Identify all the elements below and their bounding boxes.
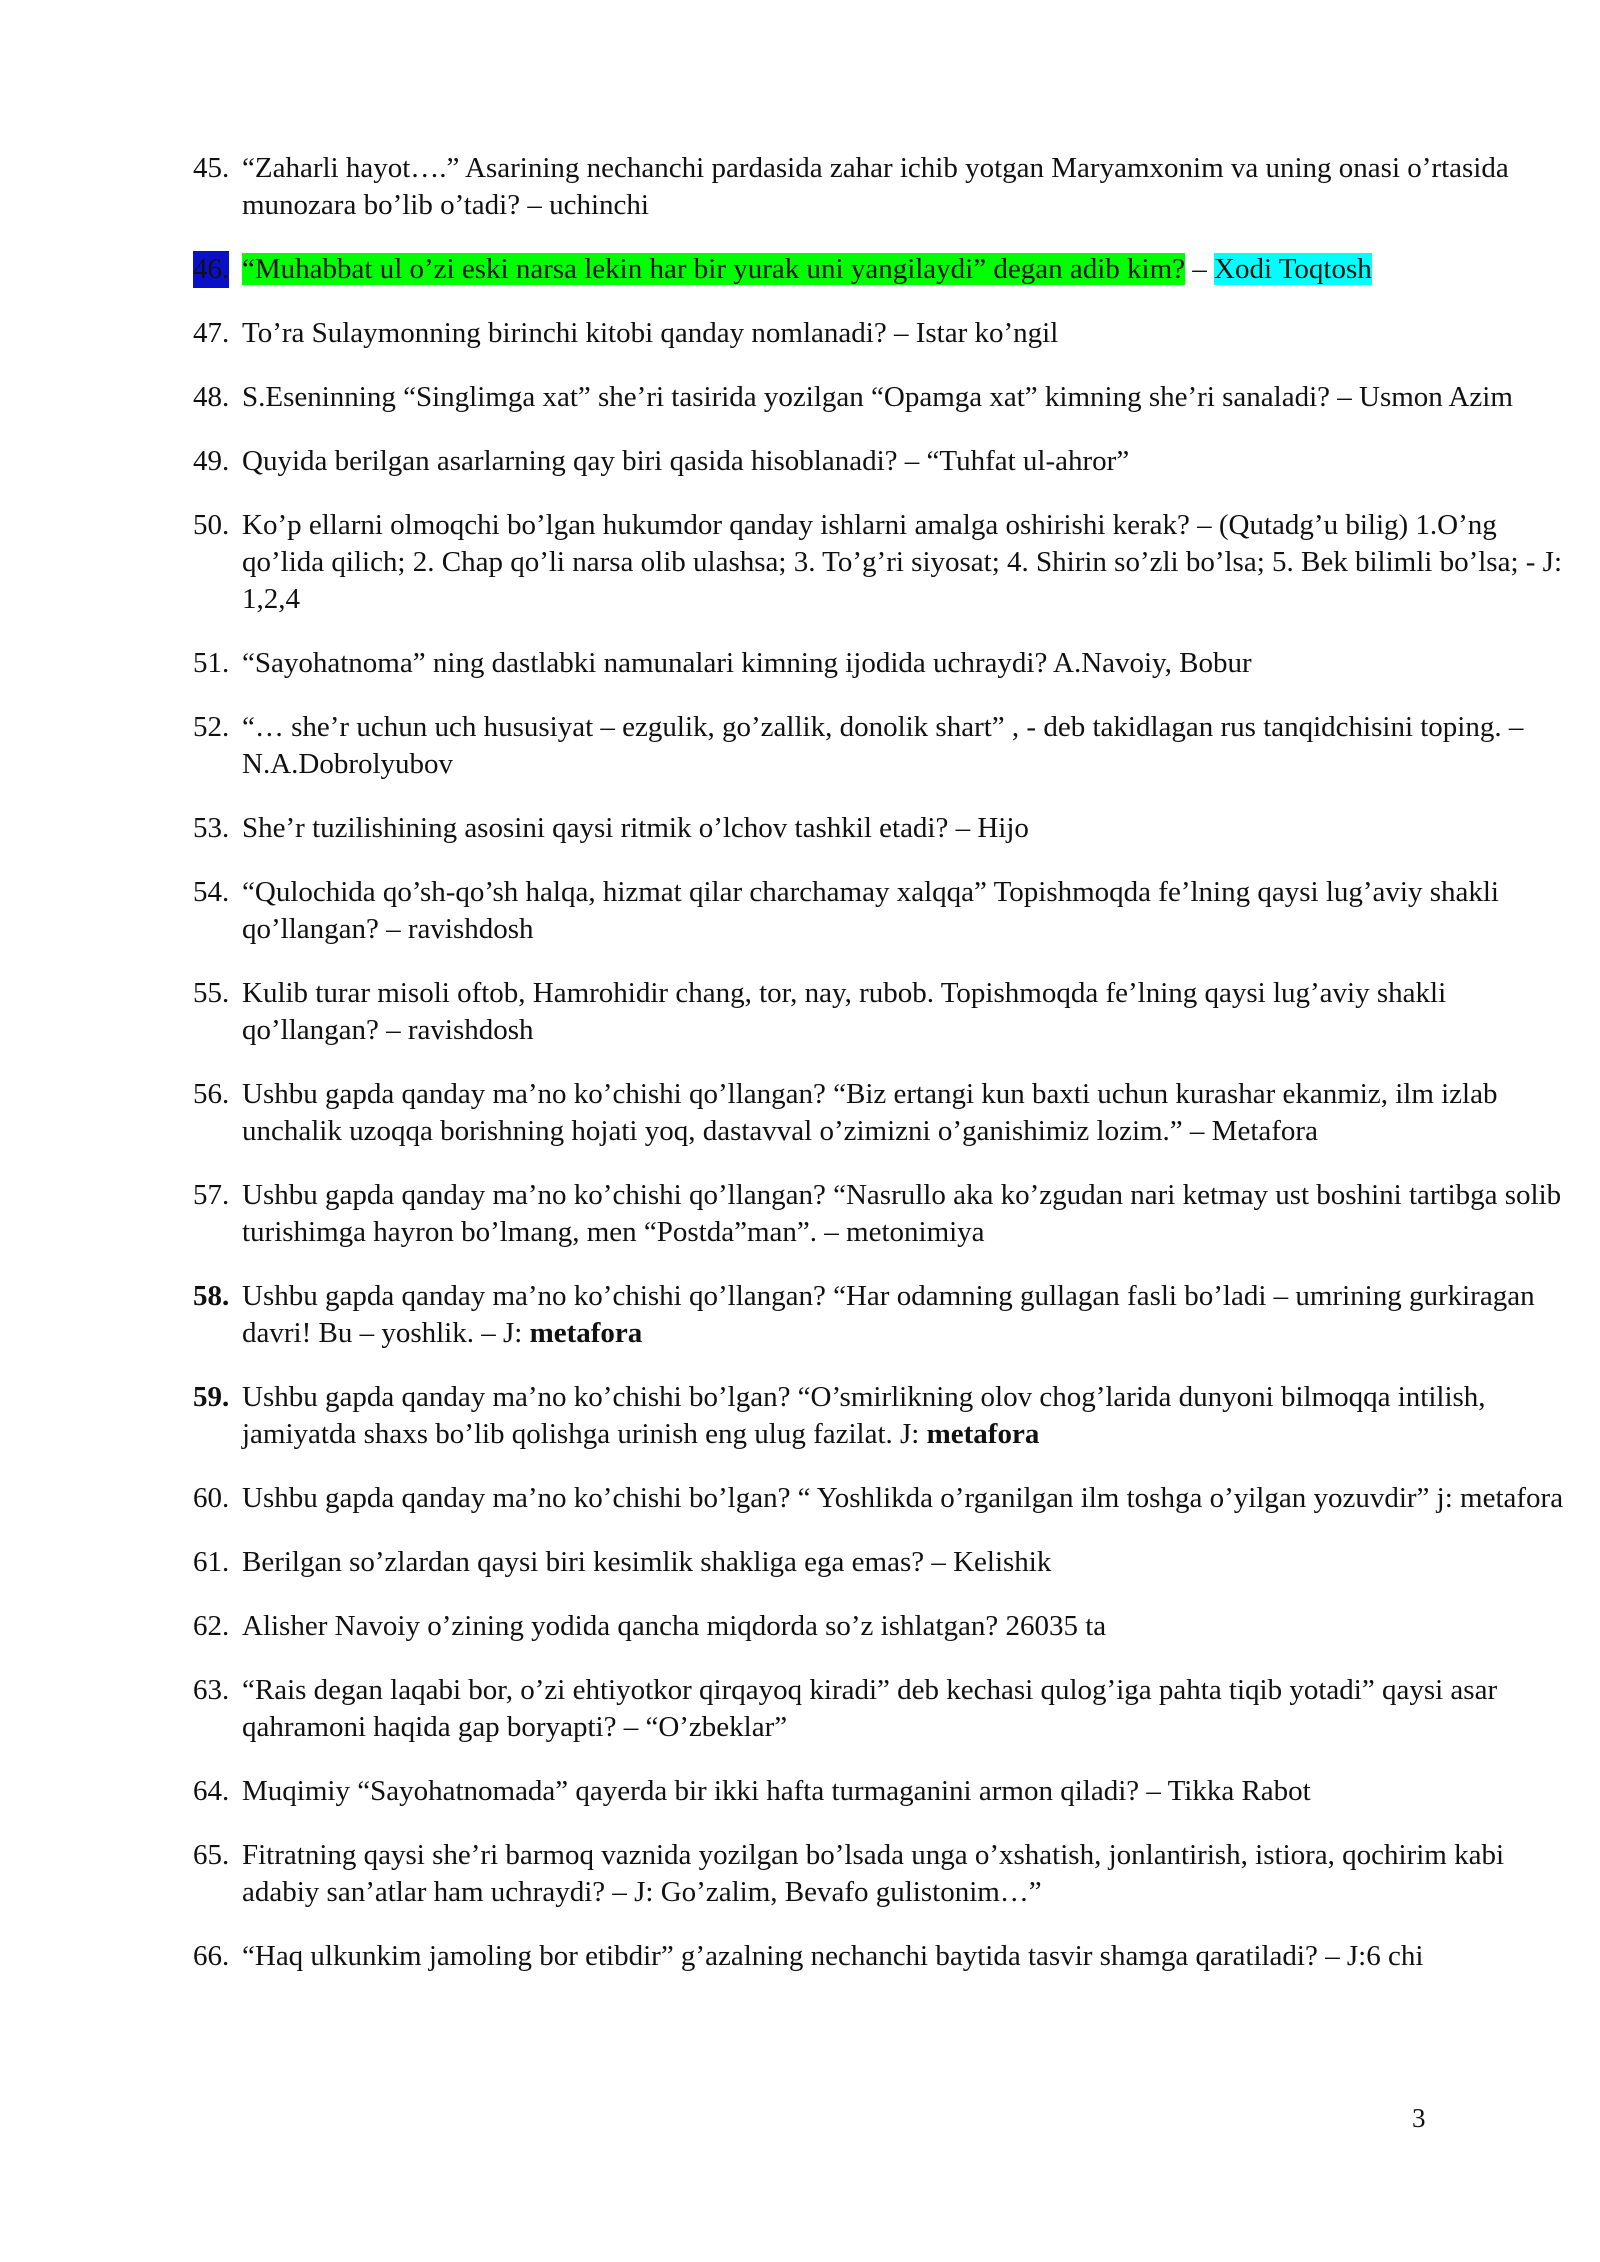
item-number-highlighted: 46. (193, 251, 229, 288)
item-text: Quyida berilgan asarlarning qay biri qasida hisoblanadi? – “Tuhfat ul-ahror” (242, 445, 1130, 477)
item-number: 66. (193, 1940, 230, 1972)
item-number: 53. (193, 812, 230, 844)
item-text: “Sayohatnoma” ning dastlabki namunalari kimning ijodida uchraydi? A.Navoiy, Bobur (242, 647, 1252, 679)
item-text: “Rais degan laqabi bor, o’zi ehtiyotkor qirqayoq kiradi” deb kechasi qulog’iga pahta tiqib yotadi” qaysi asar qahramoni haqida gap boryapti? – “O’zbeklar” (242, 1674, 1498, 1743)
item-text: Ko’p ellarni olmoqchi bo’lgan hukumdor qanday ishlarni amalga oshirishi kerak? – (Qutadg’u bilig) 1.O’ng qo’lida qilich; 2. Chap qo’li narsa olib ulashsa; 3. To’g’ri siyosat; 4. Shirin so’zli bo’lsa; 5. Bek bilimli bo’lsa; - J: 1,2,4 (242, 509, 1563, 615)
item-number: 62. (193, 1610, 230, 1642)
list-item-45 (193, 150, 1573, 224)
item-number: 59. (193, 1381, 230, 1413)
item-number: 47. (193, 317, 230, 349)
list-item-58 (193, 1278, 1573, 1352)
list-item-65 (193, 1837, 1573, 1911)
item-answer-bold: metafora (529, 1317, 643, 1349)
list-item-66 (193, 1938, 1573, 1975)
item-text: Fitratning qaysi she’ri barmoq vaznida yozilgan bo’lsada unga o’xshatish, jonlantirish, istiora, qochirim kabi adabiy san’atlar ham uchraydi? – J: Go’zalim, Bevafo gulistonim…” (242, 1839, 1505, 1908)
item-number: 52. (193, 711, 230, 743)
item-question-highlighted: “Muhabbat ul o’zi eski narsa lekin har bir yurak uni yangilaydi” degan adib kim? (242, 253, 1186, 285)
list-item-56 (193, 1076, 1573, 1150)
list-item-54 (193, 874, 1573, 948)
item-number: 49. (193, 445, 230, 477)
list-item-63 (193, 1672, 1573, 1746)
item-number: 45. (193, 152, 230, 184)
item-text: “… she’r uchun uch hususiyat – ezgulik, go’zallik, donolik shart” , - deb takidlagan rus tanqidchisini toping. – N.A.Dobrolyubov (242, 711, 1524, 780)
item-separator: – (1185, 253, 1215, 285)
item-number: 54. (193, 876, 230, 908)
item-text: Ushbu gapda qanday ma’no ko’chishi bo’lgan? “ Yoshlikda o’rganilgan ilm toshga o’yilgan yozuvdir” j: metafora (242, 1482, 1564, 1514)
list-item-57 (193, 1177, 1573, 1251)
list-item-50 (193, 507, 1573, 618)
item-number: 50. (193, 509, 230, 541)
item-text: “Zaharli hayot….” Asarining nechanchi pardasida zahar ichib yotgan Maryamxonim va uning onasi o’rtasida munozara bo’lib o’tadi? – uchinchi (242, 152, 1509, 221)
list-item-60 (193, 1480, 1573, 1517)
list-item-47 (193, 315, 1573, 352)
item-text: S.Eseninning “Singlimga xat” she’ri tasirida yozilgan “Opamga xat” kimning she’ri sanaladi? – Usmon Azim (242, 381, 1513, 413)
item-text: She’r tuzilishining asosini qaysi ritmik o’lchov tashkil etadi? – Hijo (242, 812, 1029, 844)
list-item-52 (193, 709, 1573, 783)
item-text: Ushbu gapda qanday ma’no ko’chishi bo’lgan? “O’smirlikning olov chog’larida dunyoni bilmoqqa intilish, jamiyatda shaxs bo’lib qolishga urinish eng ulug fazilat. J: (242, 1381, 1486, 1450)
list-item-59 (193, 1379, 1573, 1453)
item-number: 57. (193, 1179, 230, 1211)
list-item-53 (193, 810, 1573, 847)
item-text: Ushbu gapda qanday ma’no ko’chishi qo’llangan? “Nasrullo aka ko’zgudan nari ketmay ust boshini tartibga solib turishimga hayron bo’lmang, men “Postda”man”. – metonimiya (242, 1179, 1562, 1248)
page-number: 3 (1412, 2103, 1426, 2133)
item-number: 60. (193, 1482, 230, 1514)
item-answer-highlighted: Xodi Toqtosh (1214, 253, 1372, 285)
list-item-55 (193, 975, 1573, 1049)
item-number: 48. (193, 381, 230, 413)
list-item-62 (193, 1608, 1573, 1645)
item-number: 61. (193, 1546, 230, 1578)
item-number: 63. (193, 1674, 230, 1706)
item-number: 58. (193, 1280, 230, 1312)
item-text: “Qulochida qo’sh-qo’sh halqa, hizmat qilar charchamay xalqqa” Topishmoqda fe’lning qaysi lug’aviy shakli qo’llangan? – ravishdosh (242, 876, 1499, 945)
list-item-49 (193, 443, 1573, 480)
item-number: 55. (193, 977, 230, 1009)
question-list (193, 150, 1573, 2002)
item-number: 51. (193, 647, 230, 679)
item-text: Ushbu gapda qanday ma’no ko’chishi qo’llangan? “Har odamning gullagan fasli bo’ladi – umrining gurkiragan davri! Bu – yoshlik. – J: (242, 1280, 1535, 1349)
item-text: Berilgan so’zlardan qaysi biri kesimlik shakliga ega emas? – Kelishik (242, 1546, 1052, 1578)
item-text: Ushbu gapda qanday ma’no ko’chishi qo’llangan? “Biz ertangi kun baxti uchun kurashar ekanmiz, ilm izlab unchalik uzoqqa borishning hojati yoq, dastavval o’zimizni o’ganishimiz lozim.” – Metafora (242, 1078, 1498, 1147)
list-item-48 (193, 379, 1573, 416)
item-answer-bold: metafora (926, 1418, 1040, 1450)
list-item-46 (193, 251, 1573, 288)
item-number: 64. (193, 1775, 230, 1807)
item-number: 65. (193, 1839, 230, 1871)
item-text: Muqimiy “Sayohatnomada” qayerda bir ikki hafta turmaganini armon qiladi? – Tikka Rabot (242, 1775, 1311, 1807)
list-item-51 (193, 645, 1573, 682)
item-number: 56. (193, 1078, 230, 1110)
list-item-61 (193, 1544, 1573, 1581)
item-text: To’ra Sulaymonning birinchi kitobi qanday nomlanadi? – Istar ko’ngil (242, 317, 1059, 349)
list-item-64 (193, 1773, 1573, 1810)
item-text: Kulib turar misoli oftob, Hamrohidir chang, tor, nay, rubob. Topishmoqda fe’lning qaysi lug’aviy shakli qo’llangan? – ravishdosh (242, 977, 1447, 1046)
item-text: Alisher Navoiy o’zining yodida qancha miqdorda so’z ishlatgan? 26035 ta (242, 1610, 1107, 1642)
item-text: “Haq ulkunkim jamoling bor etibdir” g’azalning nechanchi baytida tasvir shamga qaratiladi? – J:6 chi (242, 1940, 1424, 1972)
